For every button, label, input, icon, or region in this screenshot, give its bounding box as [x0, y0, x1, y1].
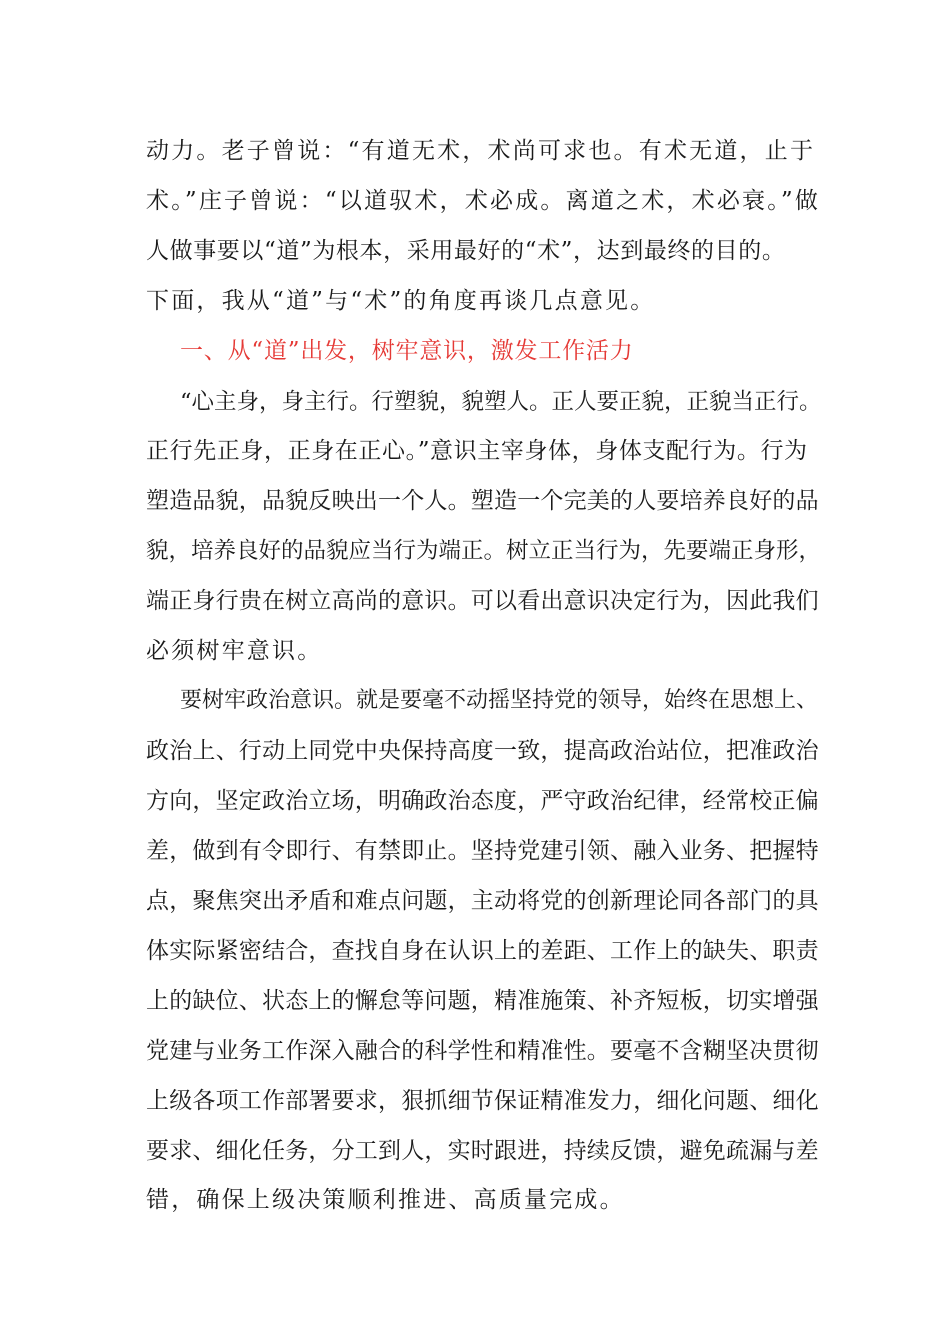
- body-line-16: 点，聚焦突出矛盾和难点问题，主动将党的创新理论同各部门的具: [146, 888, 819, 914]
- body-line-19: 党建与业务工作深入融合的科学性和精准性。要毫不含糊坚决贯彻: [146, 1038, 819, 1064]
- body-line-1: 动力。老子曾说：“有道无术，术尚可求也。有术无道，止于: [146, 138, 816, 164]
- body-line-22: 错，确保上级决策顺利推进、高质量完成。: [146, 1187, 625, 1213]
- body-line-7: 正行先正身，正身在正心。”意识主宰身体，身体支配行为。行为: [146, 438, 808, 464]
- body-line-11: 必须树牢意识。: [146, 638, 323, 664]
- body-line-17: 体实际紧密结合，查找自身在认识上的差距、工作上的缺失、职责: [146, 938, 819, 964]
- body-line-6: “心主身，身主行。行塑貌，貌塑人。正人要正貌，正貌当正行。: [180, 389, 822, 415]
- body-line-18: 上的缺位、状态上的懈怠等问题，精准施策、补齐短板，切实增强: [146, 988, 819, 1014]
- body-line-4: 下面，我从“道”与“术”的角度再谈几点意见。: [146, 288, 656, 314]
- body-line-14: 方向，坚定政治立场，明确政治态度，严守政治纪律，经常校正偏: [146, 788, 819, 814]
- body-line-20: 上级各项工作部署要求，狠抓细节保证精准发力，细化问题、细化: [146, 1088, 819, 1114]
- section-heading: 一、从“道”出发，树牢意识，激发工作活力: [180, 338, 634, 364]
- body-line-9: 貌，培养良好的品貌应当行为端正。树立正当行为，先要端正身形，: [146, 538, 822, 564]
- body-line-15: 差，做到有令即行、有禁即止。坚持党建引领、融入业务、把握特: [146, 838, 819, 864]
- body-line-13: 政治上、行动上同党中央保持高度一致，提高政治站位，把准政治: [146, 738, 819, 764]
- body-line-10: 端正身行贵在树立高尚的意识。可以看出意识决定行为，因此我们: [146, 588, 819, 614]
- body-line-2: 术。”庄子曾说：“以道驭术，术必成。离道之术，术必衰。”做: [146, 188, 821, 214]
- body-line-8: 塑造品貌，品貌反映出一个人。塑造一个完美的人要培养良好的品: [146, 488, 819, 514]
- body-line-12: 要树牢政治意识。就是要毫不动摇坚持党的领导，始终在思想上、: [180, 688, 819, 713]
- body-line-3: 人做事要以“道”为根本，采用最好的“术”，达到最终的目的。: [146, 238, 786, 264]
- body-line-21: 要求、细化任务，分工到人，实时跟进，持续反馈，避免疏漏与差: [146, 1138, 819, 1164]
